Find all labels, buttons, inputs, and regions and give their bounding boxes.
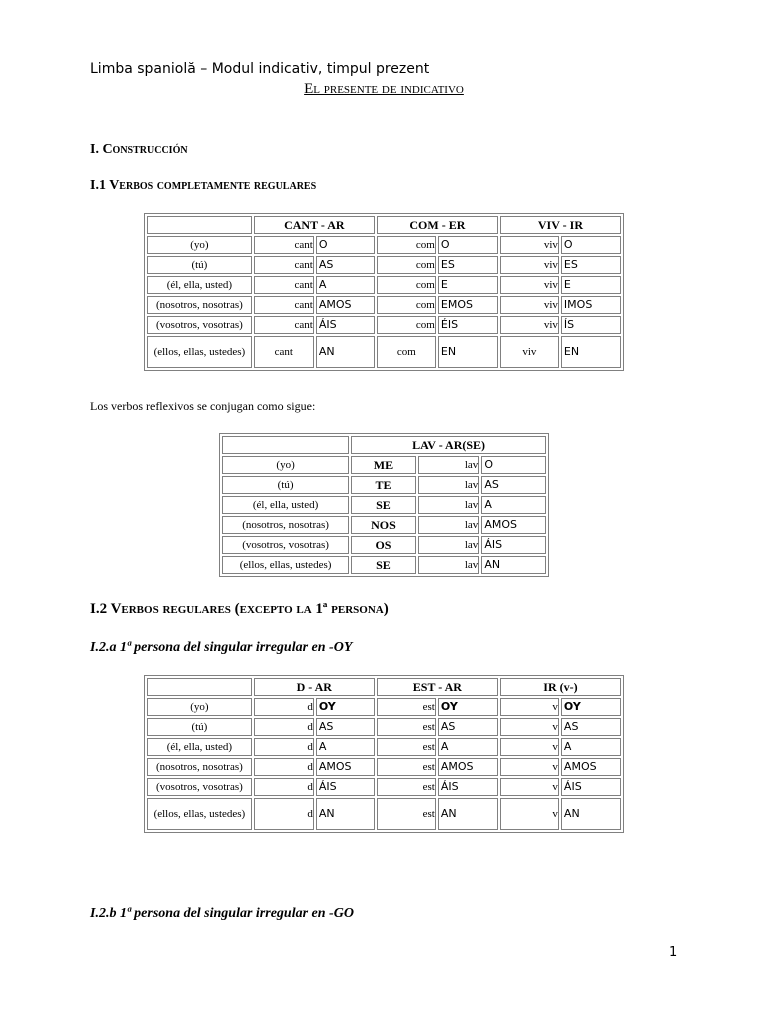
ending-cell: EN bbox=[438, 336, 498, 368]
ending-cell: OY bbox=[561, 698, 621, 716]
ending-cell: AS bbox=[481, 476, 546, 494]
person-cell: (vosotros, vosotras) bbox=[147, 778, 252, 796]
ending-cell: AMOS bbox=[438, 758, 498, 776]
reflexive-note: Los verbos reflexivos se conjugan como sigue: bbox=[90, 399, 316, 413]
table-row bbox=[147, 296, 621, 314]
table-row bbox=[147, 758, 621, 776]
subsection-heading-go: I.2.b 1ª persona del singular irregular en -GO bbox=[90, 906, 354, 921]
stem-cell: cant bbox=[254, 296, 314, 314]
column-header: LAV - AR(SE) bbox=[351, 436, 546, 454]
table-row bbox=[147, 778, 621, 796]
ending-cell: A bbox=[481, 496, 546, 514]
stem-cell: com bbox=[377, 336, 436, 368]
ending-cell: E bbox=[438, 276, 498, 294]
stem-cell: com bbox=[377, 236, 436, 254]
stem-cell: v bbox=[500, 718, 559, 736]
person-cell: (yo) bbox=[222, 456, 349, 474]
ending-cell: AN bbox=[561, 798, 621, 830]
ending-cell: AMOS bbox=[316, 758, 375, 776]
stem-cell: viv bbox=[500, 316, 559, 334]
stem-cell: est bbox=[377, 698, 436, 716]
stem-cell: d bbox=[254, 738, 314, 756]
stem-cell: est bbox=[377, 718, 436, 736]
ending-cell: A bbox=[438, 738, 498, 756]
person-cell: (tú) bbox=[147, 256, 252, 274]
table-row bbox=[222, 456, 546, 474]
ending-cell: A bbox=[316, 276, 375, 294]
stem-cell: v bbox=[500, 738, 559, 756]
pronoun-cell: TE bbox=[351, 476, 416, 494]
pronoun-cell: SE bbox=[351, 556, 416, 574]
table-corner bbox=[147, 216, 252, 234]
person-cell: (ellos, ellas, ustedes) bbox=[147, 336, 252, 368]
stem-cell: est bbox=[377, 778, 436, 796]
table-row bbox=[147, 316, 621, 334]
pronoun-cell: NOS bbox=[351, 516, 416, 534]
column-header: IR (v-) bbox=[500, 678, 621, 696]
table-row bbox=[147, 256, 621, 274]
table-row bbox=[147, 698, 621, 716]
conjugation-table-reflexive bbox=[219, 433, 549, 577]
stem-cell: v bbox=[500, 758, 559, 776]
ending-cell: EMOS bbox=[438, 296, 498, 314]
stem-cell: cant bbox=[254, 336, 314, 368]
person-cell: (vosotros, vosotras) bbox=[222, 536, 349, 554]
ending-cell: AMOS bbox=[481, 516, 546, 534]
person-cell: (ellos, ellas, ustedes) bbox=[147, 798, 252, 830]
stem-cell: est bbox=[377, 798, 436, 830]
column-header: VIV - IR bbox=[500, 216, 621, 234]
stem-cell: cant bbox=[254, 256, 314, 274]
ending-cell: AN bbox=[316, 336, 375, 368]
ending-cell: AS bbox=[316, 256, 375, 274]
table-row bbox=[222, 536, 546, 554]
stem-cell: est bbox=[377, 738, 436, 756]
table-row bbox=[222, 436, 546, 454]
document-header: Limba spaniolă – Modul indicativ, timpul prezent bbox=[90, 61, 430, 77]
stem-cell: viv bbox=[500, 276, 559, 294]
table-row bbox=[222, 516, 546, 534]
stem-cell: d bbox=[254, 718, 314, 736]
stem-cell: d bbox=[254, 698, 314, 716]
person-cell: (tú) bbox=[147, 718, 252, 736]
stem-cell: d bbox=[254, 778, 314, 796]
ending-cell: AS bbox=[316, 718, 375, 736]
person-cell: (nosotros, nosotras) bbox=[147, 758, 252, 776]
ending-cell: ÁIS bbox=[316, 316, 375, 334]
stem-cell: com bbox=[377, 276, 436, 294]
ending-cell: ES bbox=[438, 256, 498, 274]
section-heading-construccion: I. Construcción bbox=[90, 142, 188, 157]
table-row bbox=[222, 496, 546, 514]
stem-cell: viv bbox=[500, 296, 559, 314]
ending-cell: O bbox=[481, 456, 546, 474]
conjugation-table-oy bbox=[144, 675, 624, 833]
table-row bbox=[147, 678, 621, 696]
ending-cell: AMOS bbox=[561, 758, 621, 776]
person-cell: (vosotros, vosotras) bbox=[147, 316, 252, 334]
stem-cell: v bbox=[500, 698, 559, 716]
column-header: COM - ER bbox=[377, 216, 498, 234]
ending-cell: E bbox=[561, 276, 621, 294]
person-cell: (yo) bbox=[147, 236, 252, 254]
table-row bbox=[222, 556, 546, 574]
stem-cell: cant bbox=[254, 316, 314, 334]
table-row bbox=[147, 216, 621, 234]
person-cell: (nosotros, nosotras) bbox=[147, 296, 252, 314]
ending-cell: O bbox=[438, 236, 498, 254]
stem-cell: lav bbox=[418, 496, 480, 514]
ending-cell: ÉIS bbox=[438, 316, 498, 334]
document-title: El presente de indicativo bbox=[304, 81, 464, 97]
person-cell: (nosotros, nosotras) bbox=[222, 516, 349, 534]
ending-cell: A bbox=[316, 738, 375, 756]
ending-cell: O bbox=[561, 236, 621, 254]
person-cell: (él, ella, usted) bbox=[147, 276, 252, 294]
stem-cell: v bbox=[500, 778, 559, 796]
page-number: 1 bbox=[669, 945, 678, 960]
stem-cell: lav bbox=[418, 476, 480, 494]
column-header: EST - AR bbox=[377, 678, 498, 696]
ending-cell: AN bbox=[316, 798, 375, 830]
column-header: CANT - AR bbox=[254, 216, 375, 234]
table-row bbox=[147, 276, 621, 294]
ending-cell: OY bbox=[438, 698, 498, 716]
ending-cell: ES bbox=[561, 256, 621, 274]
stem-cell: viv bbox=[500, 256, 559, 274]
table-row bbox=[147, 798, 621, 830]
ending-cell: AN bbox=[481, 556, 546, 574]
stem-cell: d bbox=[254, 798, 314, 830]
stem-cell: cant bbox=[254, 276, 314, 294]
ending-cell: ÍS bbox=[561, 316, 621, 334]
stem-cell: est bbox=[377, 758, 436, 776]
person-cell: (él, ella, usted) bbox=[222, 496, 349, 514]
ending-cell: O bbox=[316, 236, 375, 254]
ending-cell: EN bbox=[561, 336, 621, 368]
ending-cell: ÁIS bbox=[481, 536, 546, 554]
ending-cell: AMOS bbox=[316, 296, 375, 314]
pronoun-cell: ME bbox=[351, 456, 416, 474]
stem-cell: lav bbox=[418, 456, 480, 474]
table-row bbox=[147, 236, 621, 254]
pronoun-cell: SE bbox=[351, 496, 416, 514]
stem-cell: lav bbox=[418, 536, 480, 554]
ending-cell: AN bbox=[438, 798, 498, 830]
subsection-heading-oy: I.2.a 1ª persona del singular irregular en -OY bbox=[90, 640, 353, 655]
ending-cell: ÁIS bbox=[561, 778, 621, 796]
stem-cell: cant bbox=[254, 236, 314, 254]
person-cell: (tú) bbox=[222, 476, 349, 494]
stem-cell: com bbox=[377, 256, 436, 274]
stem-cell: com bbox=[377, 316, 436, 334]
ending-cell: AS bbox=[438, 718, 498, 736]
ending-cell: ÁIS bbox=[438, 778, 498, 796]
table-row bbox=[147, 718, 621, 736]
section-heading-regulares-excepto: I.2 Verbos regulares (excepto la 1ª persona) bbox=[90, 601, 389, 617]
stem-cell: v bbox=[500, 798, 559, 830]
table-row bbox=[147, 738, 621, 756]
table-corner bbox=[222, 436, 349, 454]
ending-cell: A bbox=[561, 738, 621, 756]
stem-cell: viv bbox=[500, 336, 559, 368]
table-row bbox=[222, 476, 546, 494]
person-cell: (yo) bbox=[147, 698, 252, 716]
column-header: D - AR bbox=[254, 678, 375, 696]
stem-cell: viv bbox=[500, 236, 559, 254]
ending-cell: IMOS bbox=[561, 296, 621, 314]
stem-cell: lav bbox=[418, 556, 480, 574]
ending-cell: ÁIS bbox=[316, 778, 375, 796]
section-heading-regulares: I.1 Verbos completamente regulares bbox=[90, 178, 317, 193]
stem-cell: lav bbox=[418, 516, 480, 534]
ending-cell: OY bbox=[316, 698, 375, 716]
stem-cell: d bbox=[254, 758, 314, 776]
conjugation-table-regular bbox=[144, 213, 624, 371]
table-corner bbox=[147, 678, 252, 696]
pronoun-cell: OS bbox=[351, 536, 416, 554]
ending-cell: AS bbox=[561, 718, 621, 736]
person-cell: (él, ella, usted) bbox=[147, 738, 252, 756]
stem-cell: com bbox=[377, 296, 436, 314]
person-cell: (ellos, ellas, ustedes) bbox=[222, 556, 349, 574]
table-row bbox=[147, 336, 621, 368]
